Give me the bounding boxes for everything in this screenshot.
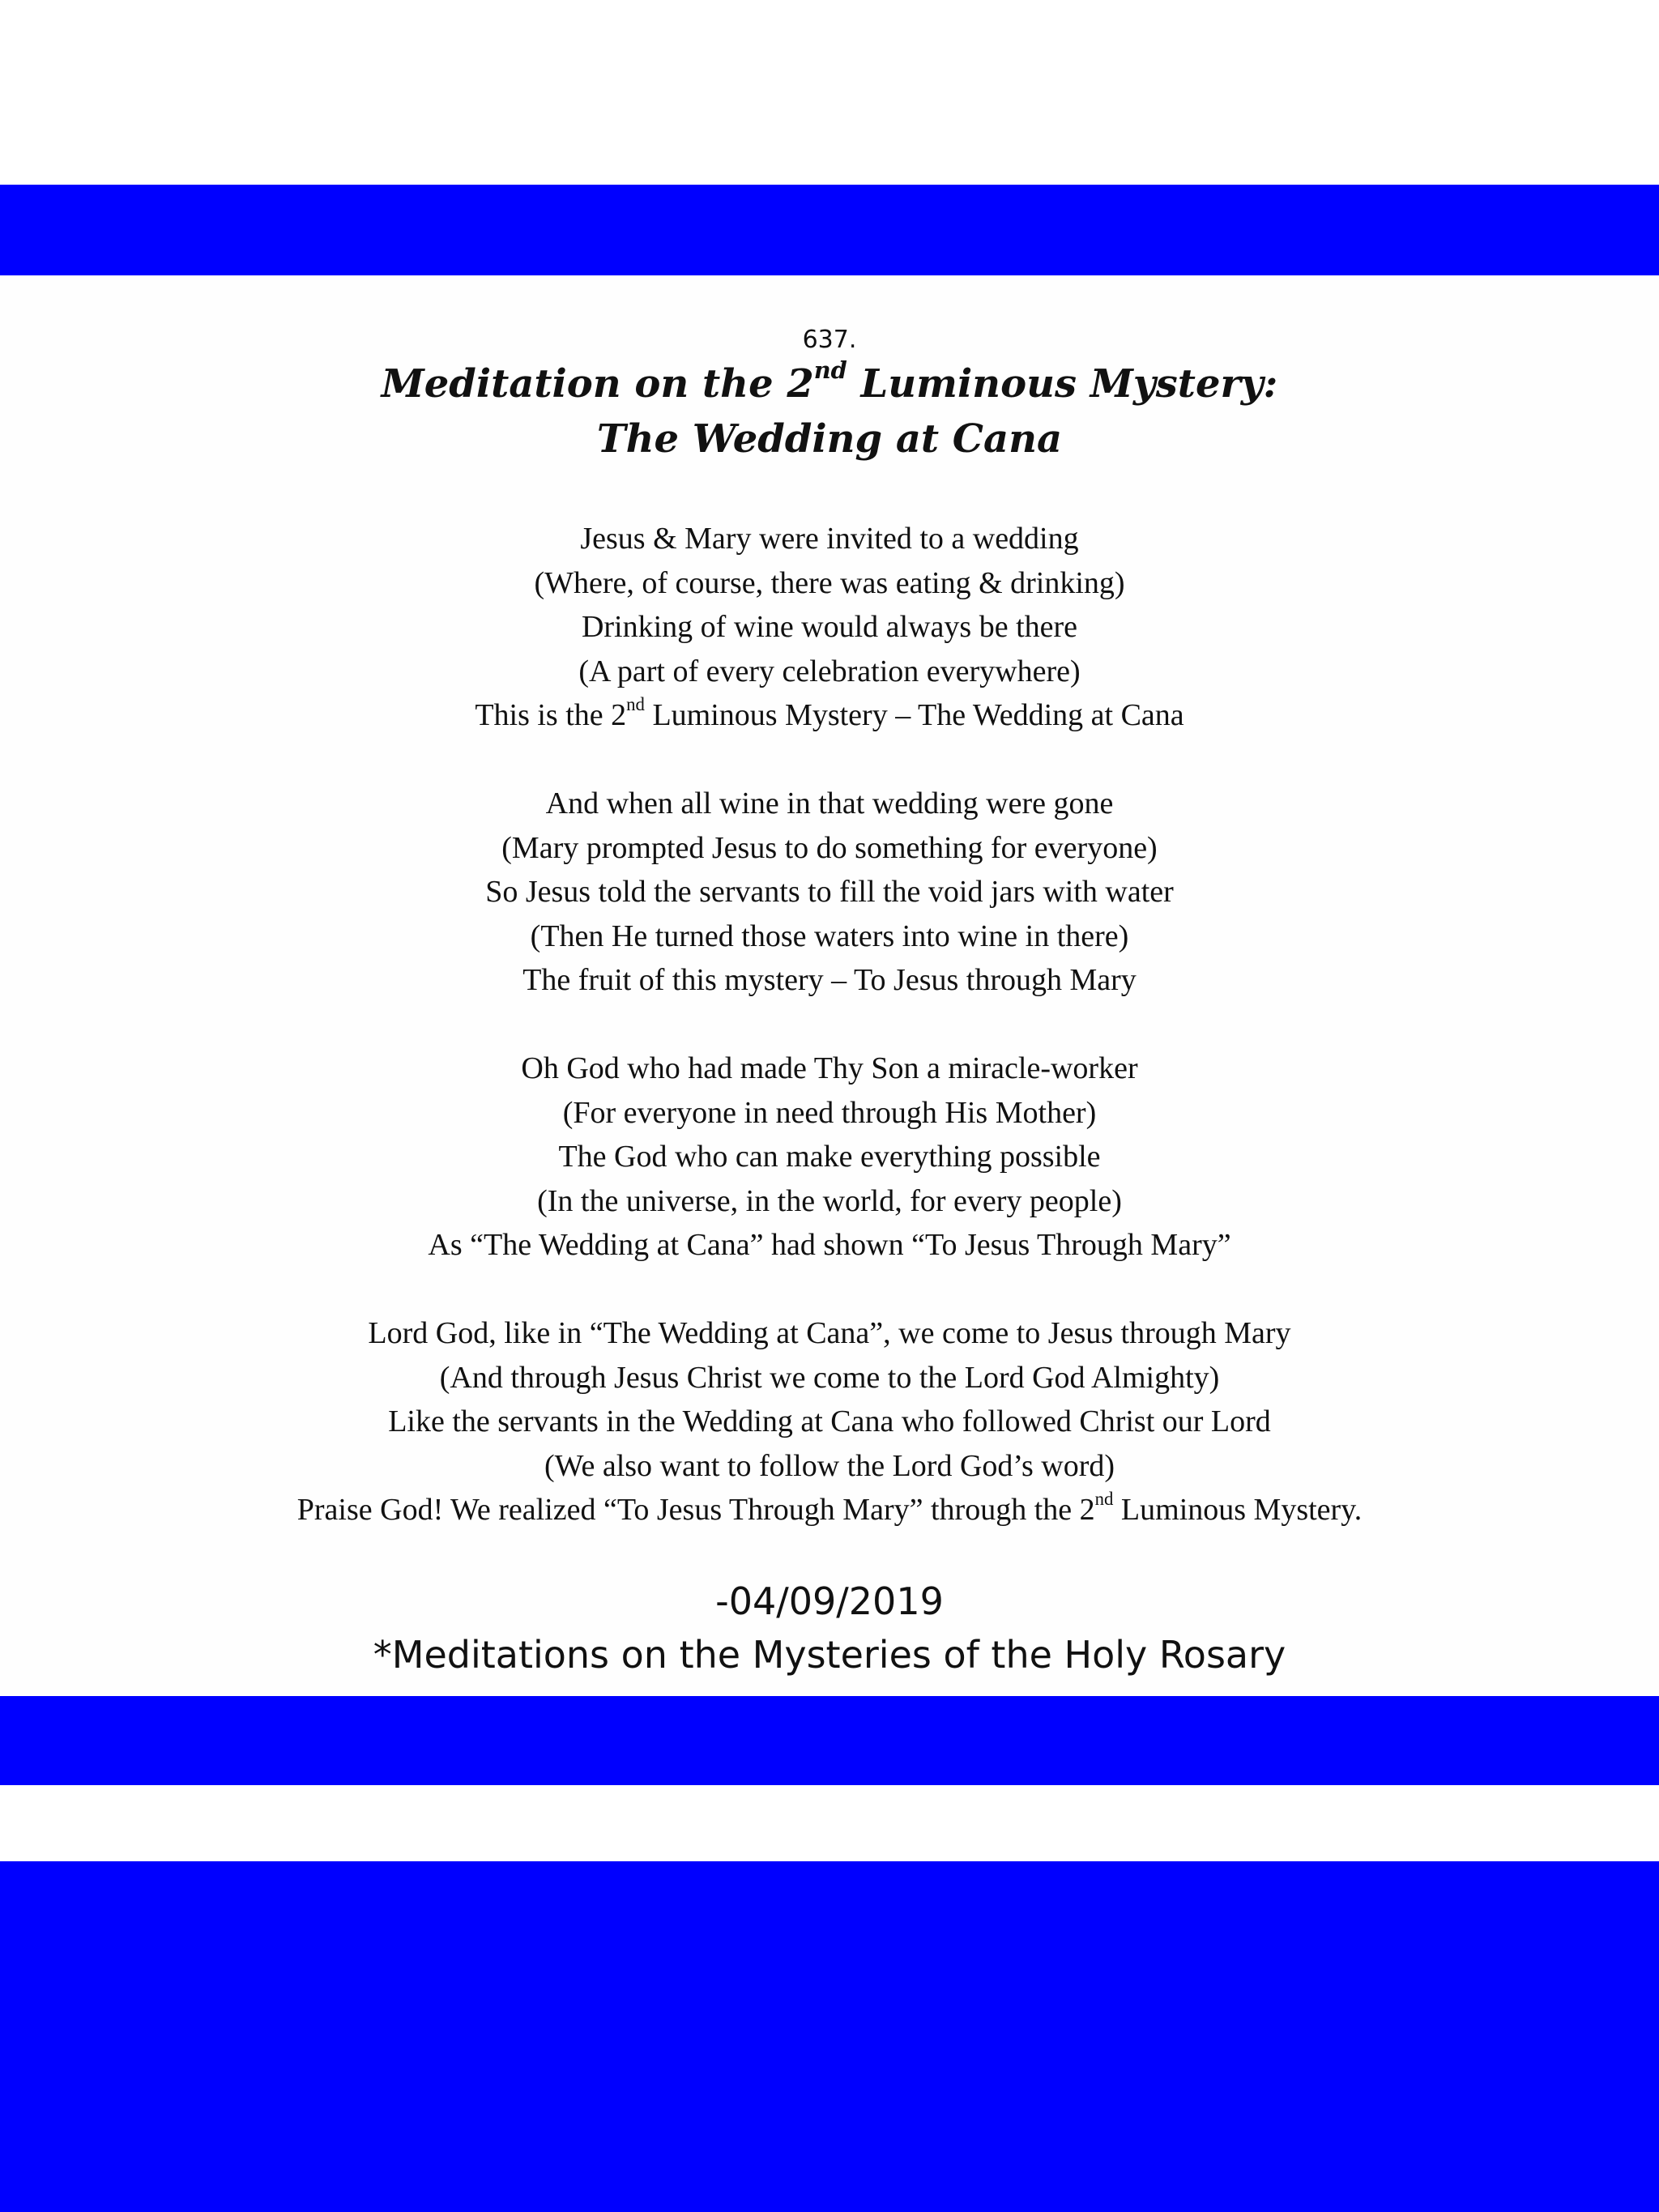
poem-line: (And through Jesus Christ we come to the Lord God Almighty)	[439, 1360, 1220, 1395]
middle-blue-band	[0, 1696, 1659, 1785]
poem-line	[0, 693, 1659, 738]
title-text-start: Meditation on the 2	[381, 361, 814, 407]
poem-number: 637.	[802, 326, 857, 354]
poem-line: (In the universe, in the world, for every people)	[537, 1183, 1122, 1218]
poem-line	[0, 1488, 1659, 1532]
stanza-2	[0, 782, 1659, 1003]
stanza-1	[0, 517, 1659, 738]
poem-line: The fruit of this mystery – To Jesus through Mary	[522, 963, 1137, 997]
line-text-end: Luminous Mystery – The Wedding at Cana	[644, 698, 1184, 732]
poem-line: The God who can make everything possible	[558, 1140, 1101, 1174]
poem-line: (Mary prompted Jesus to do something for everyone)	[501, 830, 1158, 865]
poem-line: As “The Wedding at Cana” had shown “To Jesus Through Mary”	[428, 1228, 1231, 1262]
poem-line: So Jesus told the servants to fill the void jars with water	[485, 875, 1174, 909]
line-text-start: This is the 2	[475, 698, 627, 732]
poem-line: And when all wine in that wedding were gone	[545, 786, 1114, 820]
title-text-end: Luminous Mystery:	[847, 361, 1278, 407]
poem-line: Lord God, like in “The Wedding at Cana”, we come to Jesus through Mary	[368, 1316, 1291, 1350]
poem-content-area	[0, 275, 1659, 1696]
poem-line: (For everyone in need through His Mother)	[562, 1095, 1097, 1130]
poem-title-line-2: The Wedding at Cana	[596, 416, 1063, 462]
poem-title-line-1	[0, 356, 1659, 416]
poem-line: Drinking of wine would always be there	[581, 610, 1078, 644]
bottom-blue-block	[0, 1861, 1659, 2212]
poem-line: (Where, of course, there was eating & drinking)	[534, 565, 1125, 600]
poem-line: (We also want to follow the Lord God’s word)	[544, 1448, 1115, 1483]
top-blue-band	[0, 185, 1659, 275]
poem-line: (A part of every celebration everywhere)	[578, 654, 1081, 688]
line-text-end: Luminous Mystery.	[1113, 1493, 1363, 1527]
line-text-start: Praise God! We realized “To Jesus Through Mary” through the 2	[296, 1493, 1095, 1527]
title-ordinal-suffix: nd	[813, 356, 847, 384]
ordinal-suffix: nd	[1094, 1488, 1114, 1509]
ordinal-suffix: nd	[626, 693, 645, 714]
poem-line: Oh God who had made Thy Son a miracle-worker	[521, 1051, 1138, 1085]
poem-line: Like the servants in the Wedding at Cana who followed Christ our Lord	[388, 1404, 1271, 1438]
poem-line: (Then He turned those waters into wine in there)	[530, 918, 1129, 953]
series-note: *Meditations on the Mysteries of the Holy Rosary	[373, 1633, 1286, 1677]
stanza-3	[0, 1046, 1659, 1268]
poem-date: -04/09/2019	[715, 1579, 944, 1623]
stanza-4	[0, 1311, 1659, 1532]
poem-line: Jesus & Mary were invited to a wedding	[580, 522, 1079, 556]
